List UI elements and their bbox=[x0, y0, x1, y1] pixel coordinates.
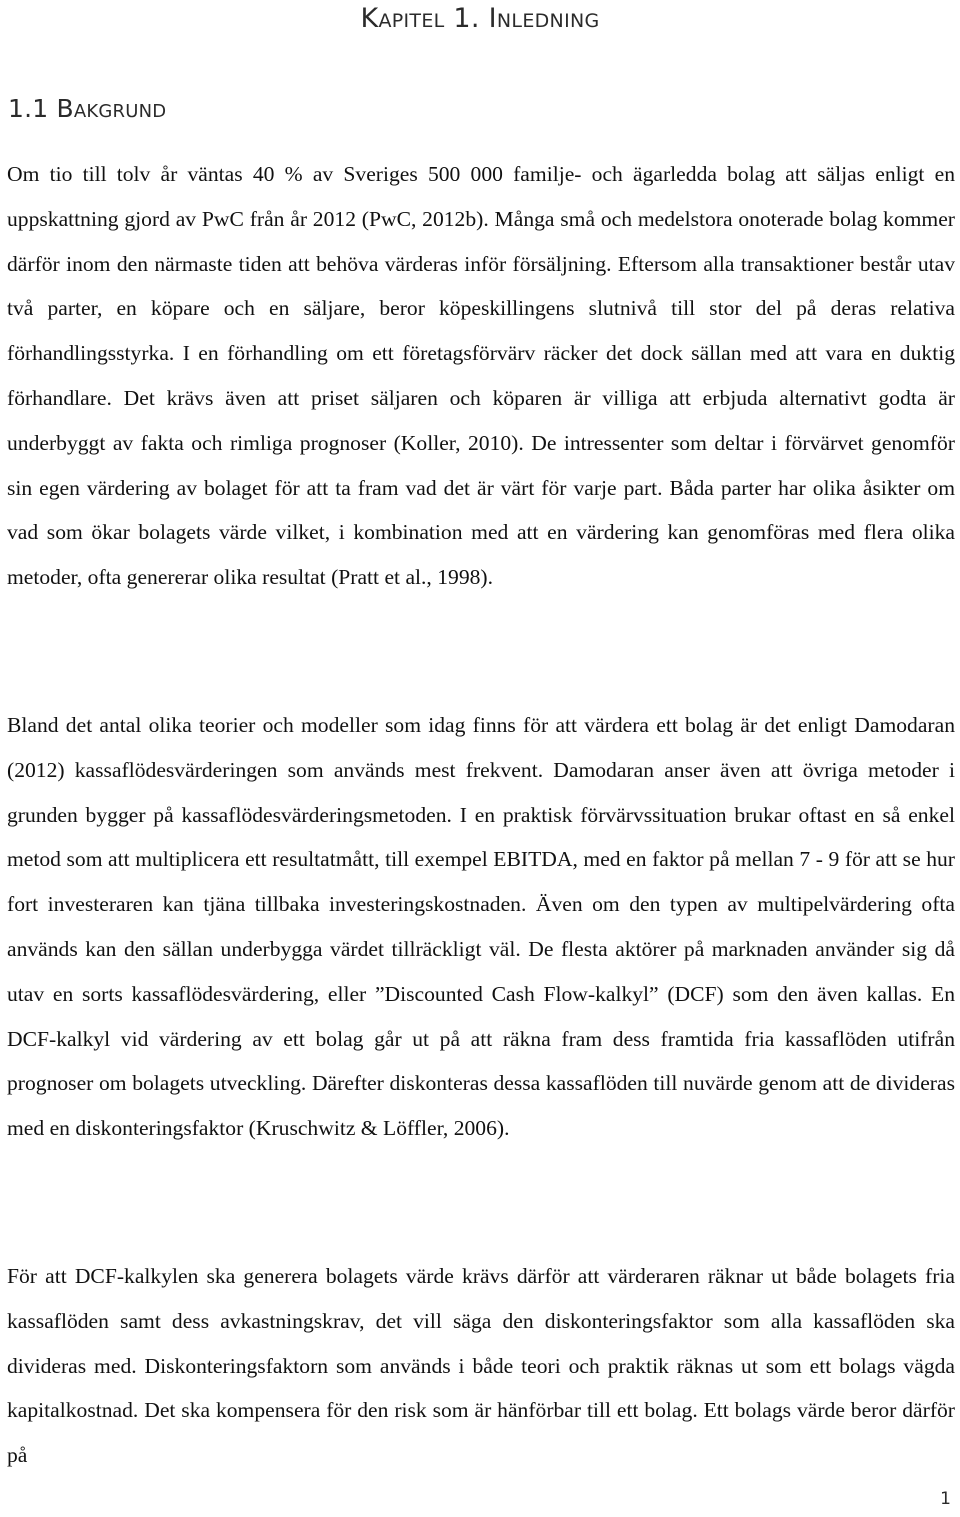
chapter-title: Kapitel 1. Inledning bbox=[360, 3, 600, 34]
section-title: 1.1 Bakgrund bbox=[8, 94, 167, 123]
paragraph-2: Bland det antal olika teorier och modeller som idag finns för att värdera ett bolag är det enligt Damodaran (2012) kassaflödesvärderingen som används mest frekvent. Damodaran anser även att övriga metoder i grunden bygger på kassaflödesvärderingsmetoden. I en praktisk förvärvssituation brukar oftast en så enkel metod som att multiplicera ett resultatmått, till exempel EBITDA, med en faktor på mellan 7 - 9 för att se hur fort investeraren kan tjäna tillbaka investeringskostnaden. Även om den typen av multipelvärdering ofta används kan den sällan underbygga värdet tillräckligt väl. De flesta aktörer på marknaden använder sig då utav en sorts kassaflödesvärdering, eller ”Discounted Cash Flow-kalkyl” (DCF) som den även kallas. En DCF-kalkyl vid värdering av ett bolag går ut på att räkna fram dess framtida fria kassaflöden utifrån prognoser om bolagets utveckling. Därefter diskonteras dessa kassaflöden till nuvärde genom att de divideras med en diskonteringsfaktor (Kruschwitz & Löffler, 2006). bbox=[7, 713, 955, 1141]
paragraph-3: För att DCF-kalkylen ska generera bolagets värde krävs därför att värderaren räknar ut både bolagets fria kassaflöden samt dess avkastningskrav, det vill säga den diskonteringsfaktor som alla kassaflöden ska divideras med. Diskonteringsfaktorn som används i både teori och praktik räknas ut som ett bolags vägda kapitalkostnad. Det ska kompensera för den risk som är hänförbar till ett bolag. Ett bolags värde beror därför på bbox=[7, 1264, 955, 1468]
page-number: 1 bbox=[940, 1489, 951, 1509]
paragraph-1: Om tio till tolv år väntas 40 % av Sveriges 500 000 familje- och ägarledda bolag att säljas enligt en uppskattning gjord av PwC från år 2012 (PwC, 2012b). Många små och medelstora onoterade bolag kommer därför inom den närmaste tiden att behöva värderas inför försäljning. Eftersom alla transaktioner består utav två parter, en köpare och en säljare, beror köpeskillingens slutnivå till stor del på deras relativa förhandlingsstyrka. I en förhandling om ett företagsförvärv räcker det dock sällan med att vara en duktig förhandlare. Det krävs även att priset säljaren och köparen är villiga att erbjuda alternativt godta är underbyggt av fakta och rimliga prognoser (Koller, 2010). De intressenter som deltar i förvärvet genomför sin egen värdering av bolaget för att ta fram vad det är värt för varje part. Båda parter har olika åsikter om vad som ökar bolagets värde vilket, i kombination med att en värdering kan genomföras med flera olika metoder, ofta genererar olika resultat (Pratt et al., 1998). bbox=[7, 162, 955, 590]
